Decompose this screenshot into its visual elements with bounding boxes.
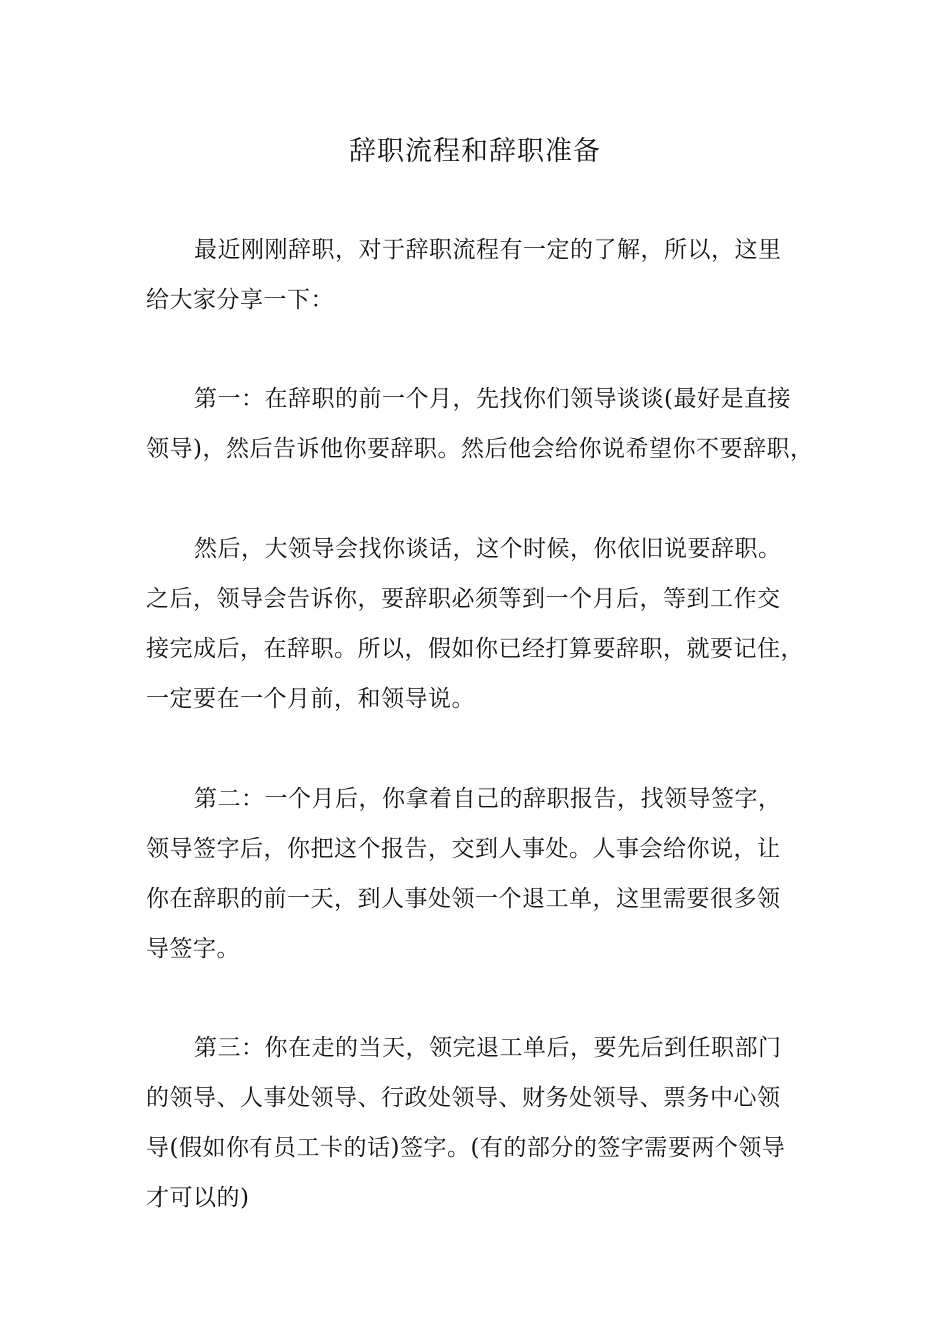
paragraph-line: 导(假如你有员工卡的话)签字。(有的部分的签字需要两个领导 <box>146 1135 786 1161</box>
paragraph-line: 接完成后，在辞职。所以，假如你已经打算要辞职，就要记住， <box>146 636 804 662</box>
paragraph-step-one-continued <box>146 524 816 724</box>
paragraph-line: 给大家分享一下： <box>146 287 334 313</box>
paragraph-line: 领导签字后，你把这个报告，交到人事处。人事会给你说，让 <box>146 836 781 862</box>
paragraph-line: 然后，大领导会找你谈话，这个时候，你依旧说要辞职。 <box>194 536 782 562</box>
paragraph-line: 之后，领导会告诉你，要辞职必须等到一个月后，等到工作交 <box>146 586 781 612</box>
document-title: 辞职流程和辞职准备 <box>349 136 601 167</box>
paragraph-line: 一定要在一个月前，和领导说。 <box>146 686 475 712</box>
paragraph-step-three <box>146 1023 816 1223</box>
paragraph-line: 第三：你在走的当天，领完退工单后，要先后到任职部门 <box>194 1035 782 1061</box>
paragraph-line: 第一：在辞职的前一个月，先找你们领导谈谈(最好是直接 <box>194 386 791 412</box>
paragraph-line: 的领导、人事处领导、行政处领导、财务处领导、票务中心领 <box>146 1085 781 1111</box>
paragraph-line: 才可以的) <box>146 1185 250 1211</box>
paragraph-line: 你在辞职的前一天，到人事处领一个退工单，这里需要很多领 <box>146 886 781 912</box>
paragraph-step-one <box>146 374 816 474</box>
paragraph-intro <box>146 225 816 325</box>
paragraph-line: 最近刚刚辞职，对于辞职流程有一定的了解，所以，这里 <box>194 237 782 263</box>
paragraph-step-two <box>146 774 816 974</box>
paragraph-line: 导签字。 <box>146 936 240 962</box>
paragraph-line: 领导)，然后告诉他你要辞职。然后他会给你说希望你不要辞职， <box>146 436 814 462</box>
paragraph-line: 第二：一个月后，你拿着自己的辞职报告，找领导签字， <box>194 786 782 812</box>
